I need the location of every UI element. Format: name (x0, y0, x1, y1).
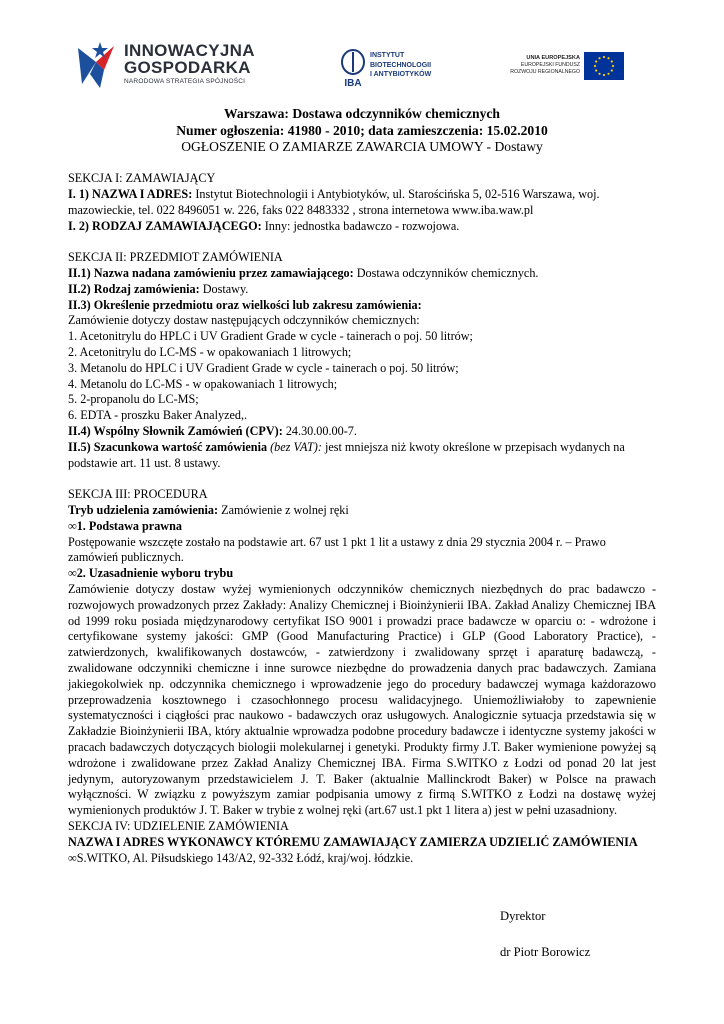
section-3-justification-text: Zamówienie dotyczy dostaw wyżej wymienionych odczynników chemicznych niezbędnych do prac badawczo - rozwojowych prowadzonych przez Zakłady: Analizy Chemicznej i Bioinżynierii IBA. Zakład Analizy Chemicznej IBA od 1999 roku posiada międzynarodowy certyfikat ISO 9001 i prowadzi prace badawcze w oparciu o: - wdrożone i certyfikowane systemy jakości: GMP (Good Manufacturing Practice) i GLP (Good Laboratory Practice), - zatwierdzonych, kwalifikowanych dostawców, - zatwierdzony i zwalidowany sprzęt i aparaturę badawczą, - zwalidowane odczynniki chemiczne i inne surowce niezbędne do prowadzenia danych prac badawczych. Zamiana jakiegokolwiek np. odczynnika chemicznego i wprowadzenie jego do procedury badawczej wymaga każdorazowo przeprowadzenia kosztownego i czasochłonnego procesu walidacyjnego. Uniemożliwiałoby to zapewnienie systematyczności i ciągłości prac naukowo - badawczych oraz usługowych. Analogicznie sytuacja przedstawia się w Zakładzie Bioinżynierii IBA, który aktualnie wprowadza podobne procedury badawcze i identyczne systemy jakości w pracach badawczych dotyczących biologii molekularnej i genetyki. Produkty firmy J.T. Baker wymienione powyżej są wdrożone i zwalidowane przez Zakład Analizy Chemicznej IBA. Firma S.WITKO z Łodzi od ponad 20 lat jest jedynym, autoryzowanym przedstawicielem J. T. Baker (aktualnie Mallinckrodt Baker) w Polsce na prawach wyłączności. W związku z powyższym zamiar podpisania umowy z firmą S.WITKO z Łodzi na dostawę wyżej wymienionych produktów J. T. Baker w trybie z wolnej ręki (art.67 ust.1 pkt 1 litera a) jest w pełni uzasadniony. (68, 582, 656, 818)
section-1-name-address (68, 187, 656, 219)
eu-line3: ROZWOJU REGIONALNEGO (510, 69, 580, 75)
list-item: 3. Metanolu do HPLC i UV Gradient Grade w cycle - tainerach o poj. 50 litrów; (68, 360, 459, 375)
announcement-type: OGŁOSZENIE O ZAMIARZE ZAWARCIA UMOWY - Dostawy (181, 139, 543, 154)
section-3-justification-label (68, 566, 656, 582)
section-4-title: SEKCJA IV: UDZIELENIE ZAMÓWIENIA (68, 818, 289, 833)
list-item: 1. Acetonitrylu do HPLC i UV Gradient Grade w cycle - tainerach o poj. 50 litrów; (68, 329, 473, 344)
list-item: 4. Metanolu do LC-MS - w opakowaniach 1 litrowych; (68, 376, 338, 391)
value: Instytut Biotechnologii i Antybiotyków, ul. Starościńska 5, 02-516 Warszawa, woj. mazowieckie, tel. 022 8496051 w. 226, faks 022 8483332 , strona internetowa www.iba.waw.pl (68, 187, 600, 217)
iba-mark-icon (340, 48, 366, 88)
eu-line2: EUROPEJSKI FUNDUSZ (520, 62, 580, 68)
list-item: 2. Acetonitrylu do LC-MS - w opakowaniach 1 litrowych; (68, 345, 352, 360)
section-2-value (68, 440, 656, 472)
section-2-scope-label (68, 298, 656, 314)
eu-flag-icon (584, 52, 624, 80)
logo-ig-line2: GOSPODARKA (124, 58, 251, 77)
iba-line1: INSTYTUT (370, 52, 405, 59)
list-item: 5. 2-propanolu do LC-MS; (68, 392, 199, 407)
section-2-cpv (68, 424, 656, 440)
label: ∞2. Uzasadnienie wyboru trybu (68, 566, 234, 581)
label: I. 1) NAZWA I ADRES: (68, 187, 193, 202)
eu-logo (500, 52, 624, 86)
iba-line3: I ANTYBIOTYKÓW (370, 71, 432, 78)
logo-ig-line1: INNOWACYJNA (124, 41, 255, 60)
logo-ig-line3: NARODOWA STRATEGIA SPÓJNOŚCI (124, 78, 246, 85)
announcement-number: Numer ogłoszenia: 41980 - 2010; data zamieszczenia: 15.02.2010 (176, 122, 548, 138)
document-header (68, 106, 656, 156)
list-item: 6. EDTA - proszku Baker Analyzed,. (68, 408, 248, 423)
section-1-type (68, 219, 656, 235)
label: II.3) Określenie przedmiotu oraz wielkości lub zakresu zamówienia: (68, 297, 422, 312)
logo-bar (0, 38, 724, 98)
section-2-name (68, 266, 656, 282)
iba-mark-text: IBA (344, 78, 362, 88)
section-3-legal-basis-label (68, 519, 656, 535)
label: II.4) Wspólny Słownik Zamówień (CPV): (68, 424, 283, 439)
section-1-title: SEKCJA I: ZAMAWIAJĄCY (68, 171, 216, 186)
section-3-title: SEKCJA III: PROCEDURA (68, 487, 208, 502)
value: 24.30.00.00-7. (282, 424, 357, 439)
iba-logo (340, 48, 460, 90)
value: Inny: jednostka badawczo - rozwojowa. (261, 218, 460, 233)
signature-role: Dyrektor (500, 909, 546, 923)
eu-logo-text (500, 55, 580, 76)
section-3-legal-basis-text: Postępowanie wszczęte zostało na podstawie art. 67 ust 1 pkt 1 lit a ustawy z dnia 29 stycznia 2004 r. – Prawo zamówień publicznych. (68, 534, 606, 565)
label: I. 2) RODZAJ ZAMAWIAJĄCEGO: (68, 218, 262, 233)
value: Dostawy. (199, 281, 249, 296)
label: II.2) Rodzaj zamówienia: (68, 281, 200, 296)
value: jest mniejsza niż kwoty określone w przepisach wydanych na podstawie art. 11 ust. 8 ustawy. (68, 439, 625, 470)
section-2-title: SEKCJA II: PRZEDMIOT ZAMÓWIENIA (68, 250, 283, 265)
label: Tryb udzielenia zamówienia: (68, 503, 219, 518)
innowacyjna-gospodarka-logo (74, 40, 264, 92)
iba-logo-text (370, 51, 431, 80)
value: Dostawa odczynników chemicznych. (353, 266, 539, 281)
section-3-mode (68, 503, 656, 519)
document-body (68, 106, 656, 866)
label: II.5) Szacunkowa wartość zamówienia (68, 439, 268, 454)
label: II.1) Nazwa nadana zamówieniu przez zamawiającego: (68, 266, 354, 281)
section-4-contractor: ∞S.WITKO, Al. Piłsudskiego 143/A2, 92-332 Łódź, kraj/woj. łódzkie. (68, 850, 414, 865)
star-logo-icon (74, 40, 118, 90)
value: Zamówienie z wolnej ręki (218, 503, 349, 518)
document-title: Warszawa: Dostawa odczynników chemicznych (223, 106, 500, 121)
label: ∞1. Podstawa prawna (68, 518, 182, 533)
label: NAZWA I ADRES WYKONAWCY KTÓREMU ZAMAWIAJĄCY ZAMIERZA UDZIELIĆ ZAMÓWIENIA (68, 834, 638, 849)
eu-line1: UNIA EUROPEJSKA (526, 55, 580, 61)
iba-line2: BIOTECHNOLOGII (370, 61, 432, 69)
signature-name: dr Piotr Borowicz (500, 945, 591, 959)
section-4-label (68, 835, 656, 851)
italic-note: (bez VAT): (267, 439, 322, 454)
section-2-kind (68, 282, 656, 298)
section-2-scope-intro: Zamówienie dotyczy dostaw następujących odczynników chemicznych: (68, 313, 420, 328)
